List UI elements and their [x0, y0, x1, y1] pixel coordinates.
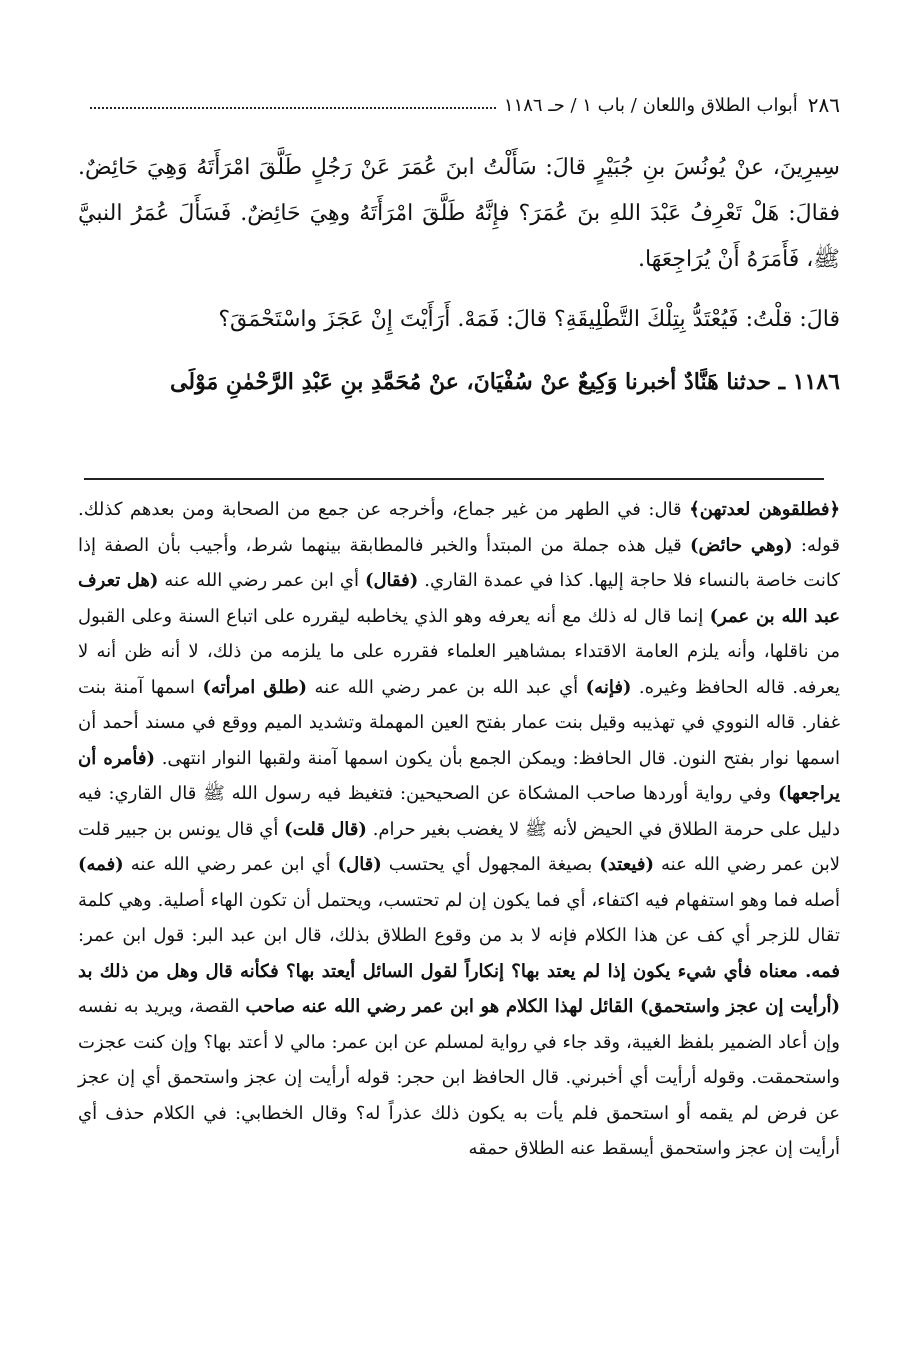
lemma: فمه. معناه فأي شيء يكون إذا لم يعتد بها؟ إنكاراً لقول السائل أيعتد بها؟ فكأنه قال وهل من ذلك بد (أرأيت إن عجز واستحمق) القائل لهذا الكلام هو ابن عمر رضي الله عنه صاحب [78, 960, 840, 1017]
commentary-text: أي عبد الله بن عمر رضي الله عنه [307, 676, 586, 698]
commentary-text: أي قال يونس بن جبير قلت لابن عمر رضي الله عنه [78, 818, 840, 875]
header-dot-leader [90, 107, 496, 109]
hadith-number: ١١٨٦ [792, 369, 840, 395]
commentary [78, 492, 840, 1167]
lemma: (فقال) [364, 570, 419, 591]
hadith-paragraph-2: قالَ: قلْتُ: فَيُعْتَدُّ بِتِلْكَ التَّطْلِيقَةِ؟ قالَ: فَمَهْ. أَرَأَيْتَ إِنْ عَجَزَ واسْتَحْمَقَ؟ [218, 307, 840, 332]
lemma: (فأمره أن يراجعها) [78, 747, 840, 804]
commentary-text: بصيغة المجهول أي يحتسب [381, 854, 600, 875]
commentary-text: قال: في الطهر من غير جماع، وأخرجه عن جمع من الصحابة ومن بعدهم كذلك. قوله: [78, 499, 840, 556]
commentary-text: القصة، ويريد به نفسه وإن أعاد الضمير بلفظ الغيبة، وقد جاء في رواية لمسلم عن ابن عمر: مالي لا أعتد بها؟ وإن كنت عجزت واستحمقت. وقوله أرأيت أي أخبرني. قال الحافظ ابن حجر: قوله أرأيت إن عجز واستحمق أي إن عجز عن فرض لم يقمه أو استحمق فلم يأت به يكون ذلك عذراً له؟ وقال الخطابي: في الكلام حذف أي أرأيت إن عجز واستحمق أيسقط عنه الطلاق حمقه [78, 996, 840, 1159]
lemma: (طلق امرأته) [202, 676, 308, 698]
commentary-text: أي ابن عمر رضي الله عنه [158, 570, 365, 591]
commentary-text: وفي رواية أوردها صاحب المشكاة عن الصحيحين: فتغيظ فيه رسول الله ﷺ قال القاري: فيه دليل على حرمة الطلاق في الحيض لأنه ﷺ لا يغضب بغير حرام. [78, 783, 841, 840]
hadith-text [78, 145, 840, 405]
hadith-1186-opening: ١١٨٦ ـ حدثنا هَنَّادٌ أخبرنا وَكِيعٌ عنْ سُفْيَانَ، عنْ مُحَمَّدِ بنِ عَبْدِ الرَّحْمٰنِ مَوْلَى [170, 369, 840, 395]
commentary-text: اسمها آمنة بنت غفار. قاله النووي في تهذيبه وقيل بنت عمار بفتح العين المهملة وتشديد الميم ووقع في مسند أحمد أن اسمها نوار بفتح النون. قال الحافظ: ويمكن الجمع بأن يكون اسمها آمنة ولقبها النوار انتهى. [78, 676, 840, 769]
commentary-text: إنما قال له ذلك مع أنه يعرفه وهو الذي يخاطبه ليقرره على اتباع السنة وعلى القبول من ناقلها، وأنه يلزم العامة الاقتداء بمشاهير العلماء فقرره على ما يلزمه من ذلك، لا أنه ظن أنه لا يعرفه. قاله الحافظ وغيره. [78, 605, 840, 698]
lemma: (وهي حائض) [689, 534, 793, 556]
lemma: (قال قلت) [284, 818, 367, 840]
hadith-chain-start: حدثنا هَنَّادٌ أخبرنا وَكِيعٌ عنْ سُفْيَانَ، عنْ مُحَمَّدِ بنِ عَبْدِ الرَّحْمٰنِ مَوْلَى [170, 369, 771, 395]
running-header [82, 88, 840, 122]
chapter-title: أبواب الطلاق واللعان / باب ١ / حـ ١١٨٦ [503, 94, 798, 116]
lemma: (فمه) [78, 854, 124, 875]
lemma: (قال) [337, 854, 382, 875]
lemma: (فإنه) [585, 676, 632, 698]
lemma: (فيعتد) [599, 854, 654, 875]
page-number: ٢٨٦ [807, 93, 840, 117]
commentary-text: أي ابن عمر رضي الله عنه [123, 854, 338, 875]
footnote-separator [84, 478, 824, 480]
commentary-text: قيل هذه جملة من المبتدأ والخبر فالمطابقة بينهما شرط، وأجيب بأن الصفة إذا كانت خاصة بالنساء فلا حاجة إليها. كذا في عمدة القاري. [78, 534, 840, 591]
lemma: (هل تعرف عبد الله بن عمر) [78, 570, 840, 627]
commentary-paragraph [78, 492, 840, 1167]
hadith-paragraph-1: سِيرِينَ، عنْ يُونُسَ بنِ جُبَيْرٍ قالَ: سَأَلْتُ ابنَ عُمَرَ عَنْ رَجُلٍ طَلَّقَ امْرَأَتَهُ وَهِيَ حَائِضٌ. فقالَ: هَلْ تَعْرِفُ عَبْدَ اللهِ بنَ عُمَرَ؟ فإِنَّهُ طَلَّقَ امْرَأَتَهُ وهِيَ حَائِضٌ. فَسَأَلَ عُمَرُ النبيَّ ﷺ، فَأَمَرَهُ أَنْ يُرَاجِعَهَا. [78, 155, 840, 272]
quran-quote: ﴿فطلقوهن لعدتهن﴾ [689, 499, 840, 520]
commentary-text: أصله فما وهو استفهام فيه اكتفاء، أي فما يكون إن لم تحتسب، ويحتمل أن تكون الهاء أصلية. وهي كلمة تقال للزجر أي كف عن هذا الكلام فإنه لا بد من وقوع الطلاق بذلك، قال ابن عبد البر: قول ابن عمر: [78, 889, 841, 946]
